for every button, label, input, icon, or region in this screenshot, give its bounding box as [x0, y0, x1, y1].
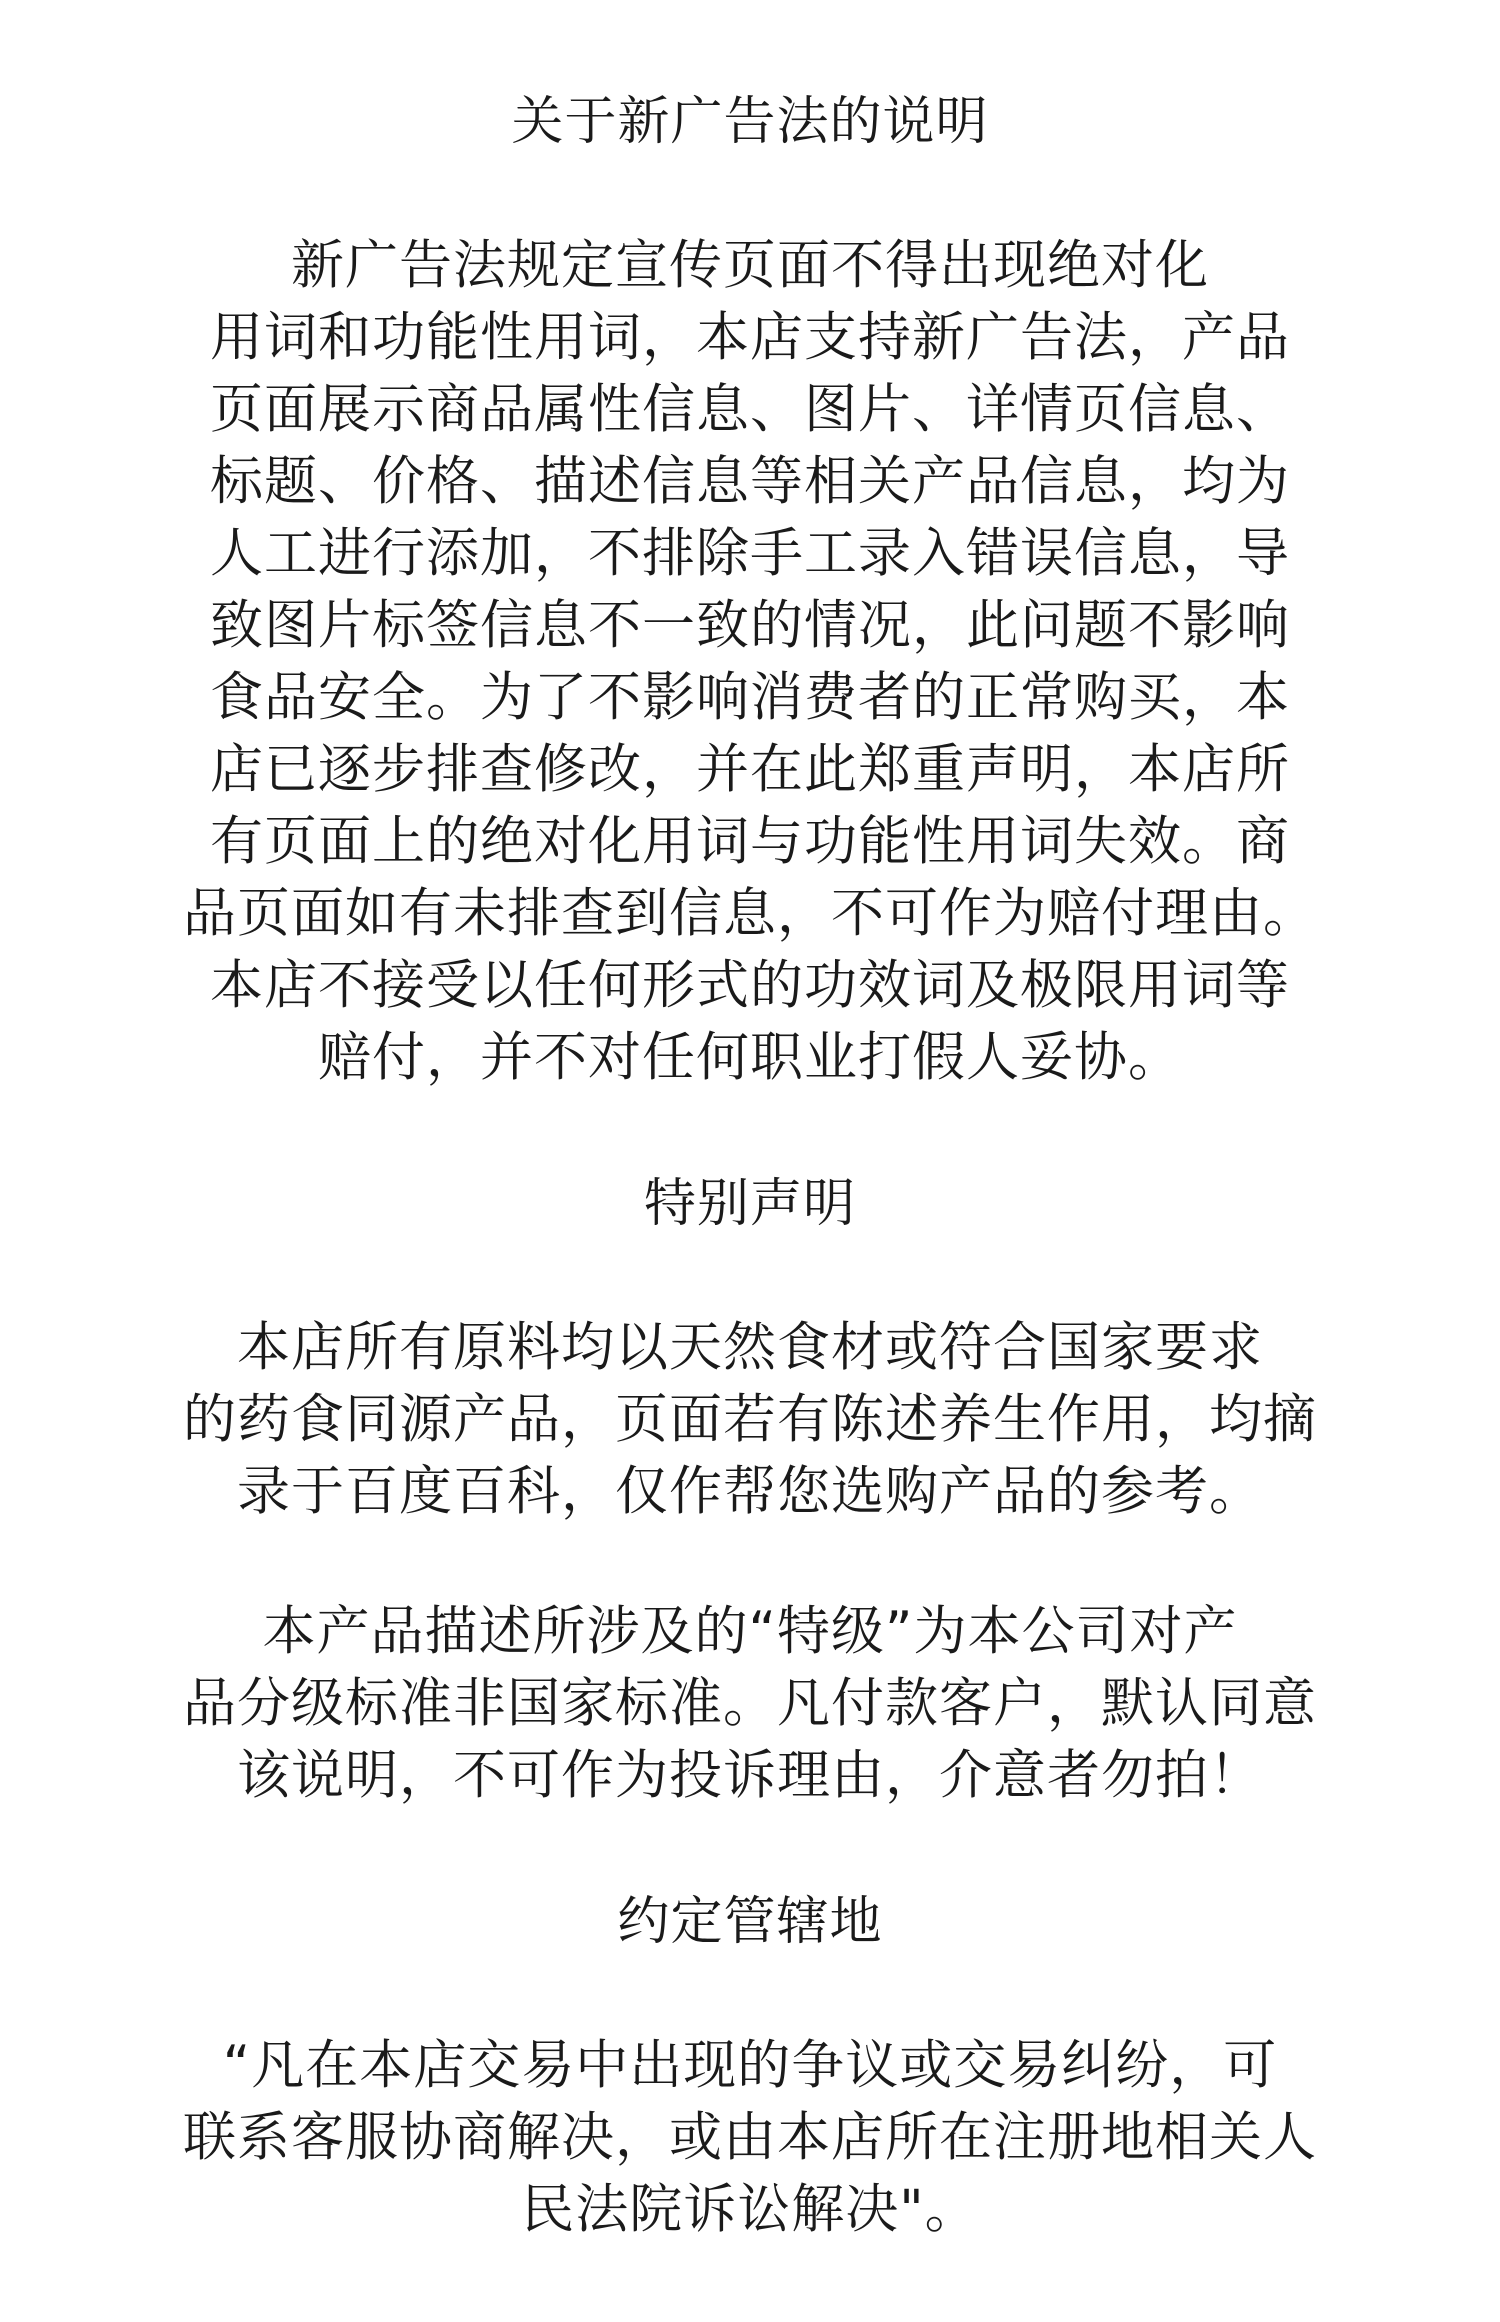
paragraph-line: 新广告法规定宣传页面不得出现绝对化: [291, 235, 1209, 296]
paragraph-line: 的药食同源产品，页面若有陈述养生作用，均摘: [183, 1389, 1317, 1450]
paragraph-line: 本店不接受以任何形式的功效词及极限用词等: [210, 955, 1290, 1016]
paragraph-line: 店已逐步排查修改，并在此郑重声明，本店所: [210, 739, 1290, 800]
paragraph-line: 品分级标准非国家标准。凡付款客户，默认同意: [183, 1673, 1317, 1734]
paragraph-line: 用词和功能性用词，本店支持新广告法，产品: [210, 307, 1290, 368]
paragraph-line: 赔付，并不对任何职业打假人妥协。: [318, 1027, 1182, 1088]
section-title-special-statement: 特别声明: [643, 1174, 856, 1234]
paragraph-line: 录于百度百科，仅作帮您选购产品的参考。: [237, 1461, 1263, 1522]
paragraph-line: 页面展示商品属性信息、图片、详情页信息、: [210, 379, 1290, 440]
paragraph-line: 该说明，不可作为投诉理由，介意者勿拍！: [237, 1745, 1263, 1806]
paragraph-line: 本店所有原料均以天然食材或符合国家要求: [237, 1317, 1263, 1378]
paragraph-line: “凡在本店交易中出现的争议或交易纠纷，可: [222, 2035, 1278, 2096]
paragraph-line: 致图片标签信息不一致的情况，此问题不影响: [210, 595, 1290, 656]
section-title-jurisdiction: 约定管辖地: [617, 1892, 883, 1952]
paragraph-line: 民法院诉讼解决"。: [521, 2179, 979, 2240]
paragraph-line: 有页面上的绝对化用词与功能性用词失效。商: [210, 811, 1290, 872]
section-title-ad-law: 关于新广告法的说明: [511, 92, 989, 152]
paragraph-line: 联系客服协商解决，或由本店所在注册地相关人: [183, 2107, 1317, 2168]
paragraph-line: 食品安全。为了不影响消费者的正常购买，本: [210, 667, 1290, 728]
paragraph-line: 标题、价格、描述信息等相关产品信息，均为: [210, 451, 1290, 512]
paragraph-line: 本产品描述所涉及的“特级”为本公司对产: [262, 1601, 1238, 1662]
paragraph-line: 人工进行添加，不排除手工录入错误信息，导: [210, 523, 1290, 584]
paragraph-line: 品页面如有未排查到信息，不可作为赔付理由。: [183, 883, 1317, 944]
